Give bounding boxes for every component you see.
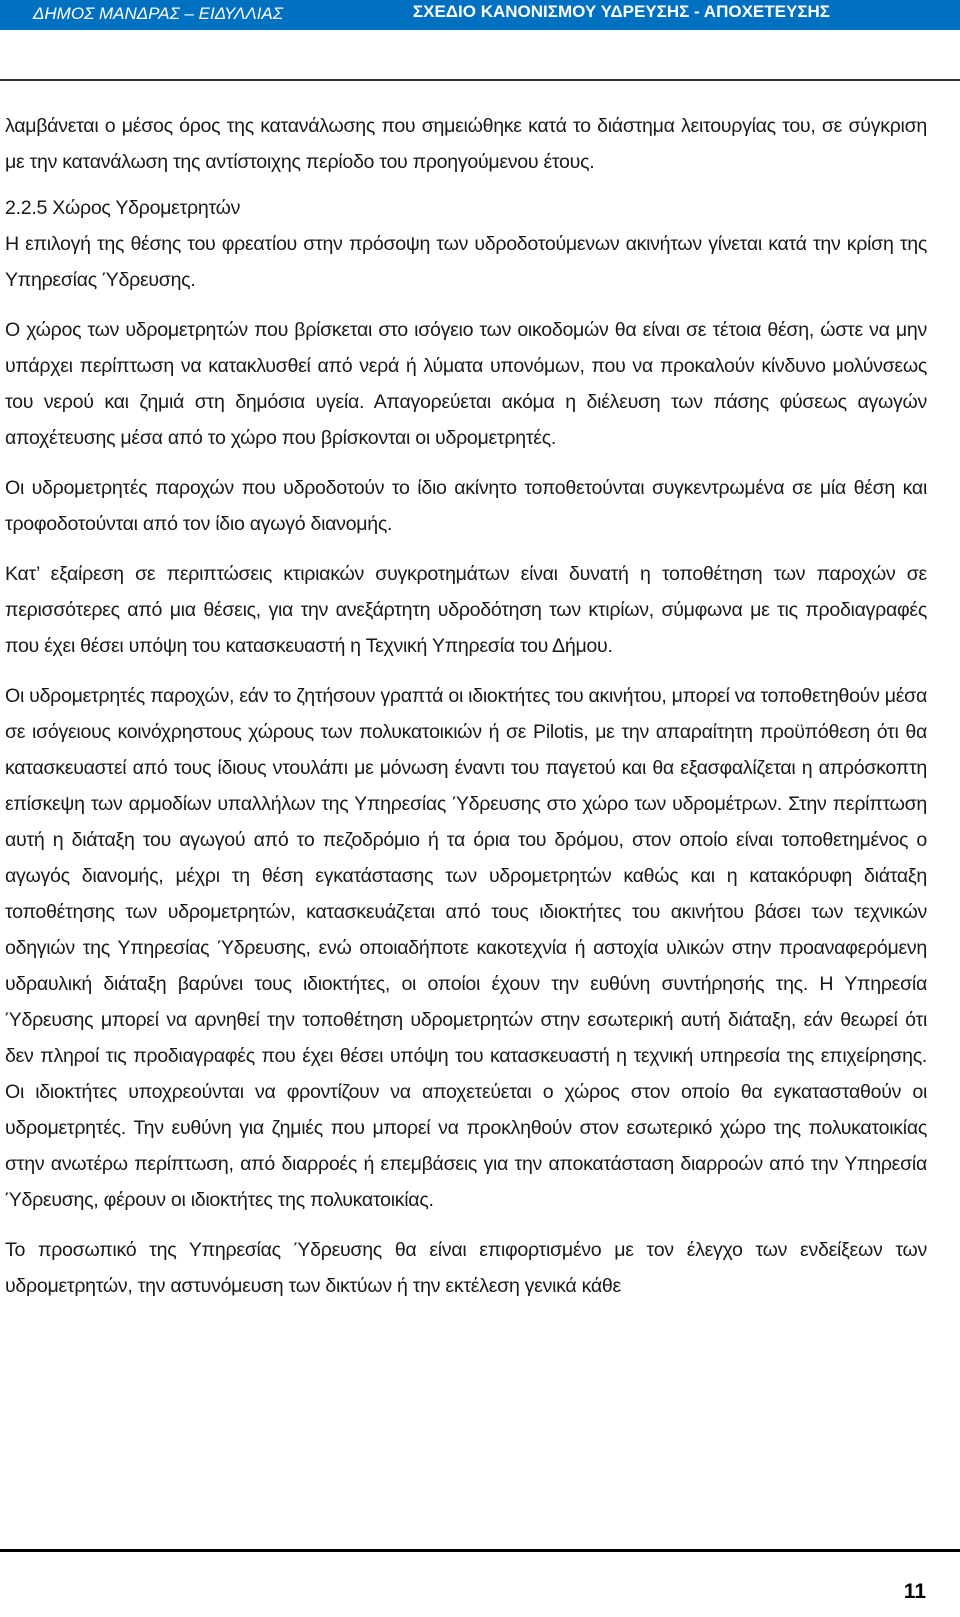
page-number: 11 <box>903 1580 926 1603</box>
header-rule <box>0 79 960 81</box>
paragraph-2: Ο χώρος των υδρομετρητών που βρίσκεται στο ισόγειο των οικοδομών θα είναι σε τέτοια θέση, ώστε να μην υπάρχει περίπτωση να κατακλυσθεί από νερά ή λύματα υπονόμων, που να προκαλούν κίνδυνο μολύνσεως του νερού και ζημιά στη δημόσια υγεία. Απαγορεύεται ακόμα η διέλευση των πάσης φύσεως αγωγών αποχέτευσης μέσα από το χώρο που βρίσκονται οι υδρομετρητές. <box>5 319 927 449</box>
paragraph-1: Η επιλογή της θέσης του φρεατίου στην πρόσοψη των υδροδοτούμενων ακινήτων γίνεται κατά την κρίση της Υπηρεσίας Ύδρευσης. <box>5 233 927 291</box>
footer-rule <box>0 1549 960 1552</box>
paragraph-4: Κατ’ εξαίρεση σε περιπτώσεις κτιριακών συγκροτημάτων είναι δυνατή η τοποθέτηση των παροχών σε περισσότερες από μια θέσεις, για την ανεξάρτητη υδροδότηση των κτιρίων, σύμφωνα με τις προδιαγραφές που έχει θέσει υπόψη του κατασκευαστή η Τεχνική Υπηρεσία του Δήμου. <box>5 563 927 657</box>
section-heading: 2.2.5 Χώρος Υδρομετρητών <box>5 197 241 219</box>
header-municipality: ΔΗΜΟΣ ΜΑΝΔΡΑΣ – ΕΙΔΥΛΛΙΑΣ <box>33 4 283 23</box>
paragraph-5: Οι υδρομετρητές παροχών, εάν το ζητήσουν γραπτά οι ιδιοκτήτες του ακινήτου, μπορεί να τοποθετηθούν μέσα σε ισόγειους κοινόχρηστους χώρους των πολυκατοικιών ή σε Pilotis, με την απαραίτητη προϋπόθεση ότι θα κατασκευαστεί από τους ίδιους ντουλάπι με μόνωση έναντι του παγετού και θα εξασφαλίζεται η απρόσκοπτη επίσκεψη των αρμοδίων υπαλλήλων της Υπηρεσίας Ύδρευσης στο χώρο των υδρομέτρων. Στην περίπτωση αυτή η διάταξη του αγωγού από το πεζοδρόμιο ή τα όρια του δρόμου, στον οποίο είναι τοποθετημένος ο αγωγός διανομής, μέχρι τη θέση εγκατάστασης των υδρομετρητών καθώς και η κατακόρυφη διάταξη τοποθέτησης των υδρομετρητών, κατασκευάζεται από τους ιδιοκτήτες του ακινήτου βάσει των τεχνικών οδηγιών της Υπηρεσίας Ύδρευσης, ενώ οποιαδήποτε κακοτεχνία ή αστοχία υλικών στην προαναφερόμενη υδραυλική διάταξη βαρύνει τους ιδιοκτήτες, οι οποίοι έχουν την ευθύνη συντήρησής της. Η Υπηρεσία Ύδρευσης μπορεί να αρνηθεί την τοποθέτηση υδρομετρητών στην εσωτερική αυτή διάταξη, εάν θεωρεί ότι δεν πληροί τις προδιαγραφές που έχει θέσει υπόψη του κατασκευαστή η τεχνική υπηρεσία της επιχείρησης. Οι ιδιοκτήτες υποχρεούνται να φροντίζουν να αποχετεύεται ο χώρος στον οποίο θα εγκατασταθούν οι υδρομετρητές. Την ευθύνη για ζημιές που μπορεί να προκληθούν στον εσωτερικό χώρο της πολυκατοικίας στην ανωτέρω περίπτωση, από διαρροές ή επεμβάσεις για την αποκατάσταση διαρροών από την Υπηρεσία Ύδρευσης, φέρουν οι ιδιοκτήτες της πολυκατοικίας. <box>5 685 927 1211</box>
header-document-title: ΣΧΕΔΙΟ ΚΑΝΟΝΙΣΜΟΥ ΥΔΡΕΥΣΗΣ - ΑΠΟΧΕΤΕΥΣΗΣ <box>412 2 830 21</box>
intro-paragraph: λαμβάνεται ο μέσος όρος της κατανάλωσης που σημειώθηκε κατά το διάστημα λειτουργίας του, σε σύγκριση με την κατανάλωση της αντίστοιχης περίοδο του προηγούμενου έτους. <box>5 115 927 173</box>
paragraph-6: Το προσωπικό της Υπηρεσίας Ύδρευσης θα είναι επιφορτισμένο με τον έλεγχο των ενδείξεων των υδρομετρητών, την αστυνόμευση των δικτύων ή την εκτέλεση γενικά κάθε <box>5 1239 927 1297</box>
document-body <box>5 108 927 1318</box>
paragraph-3: Οι υδρομετρητές παροχών που υδροδοτούν το ίδιο ακίνητο τοποθετούνται συγκεντρωμένα σε μία θέση και τροφοδοτούνται από τον ίδιο αγωγό διανομής. <box>5 477 927 535</box>
document-header-bar <box>0 0 960 30</box>
